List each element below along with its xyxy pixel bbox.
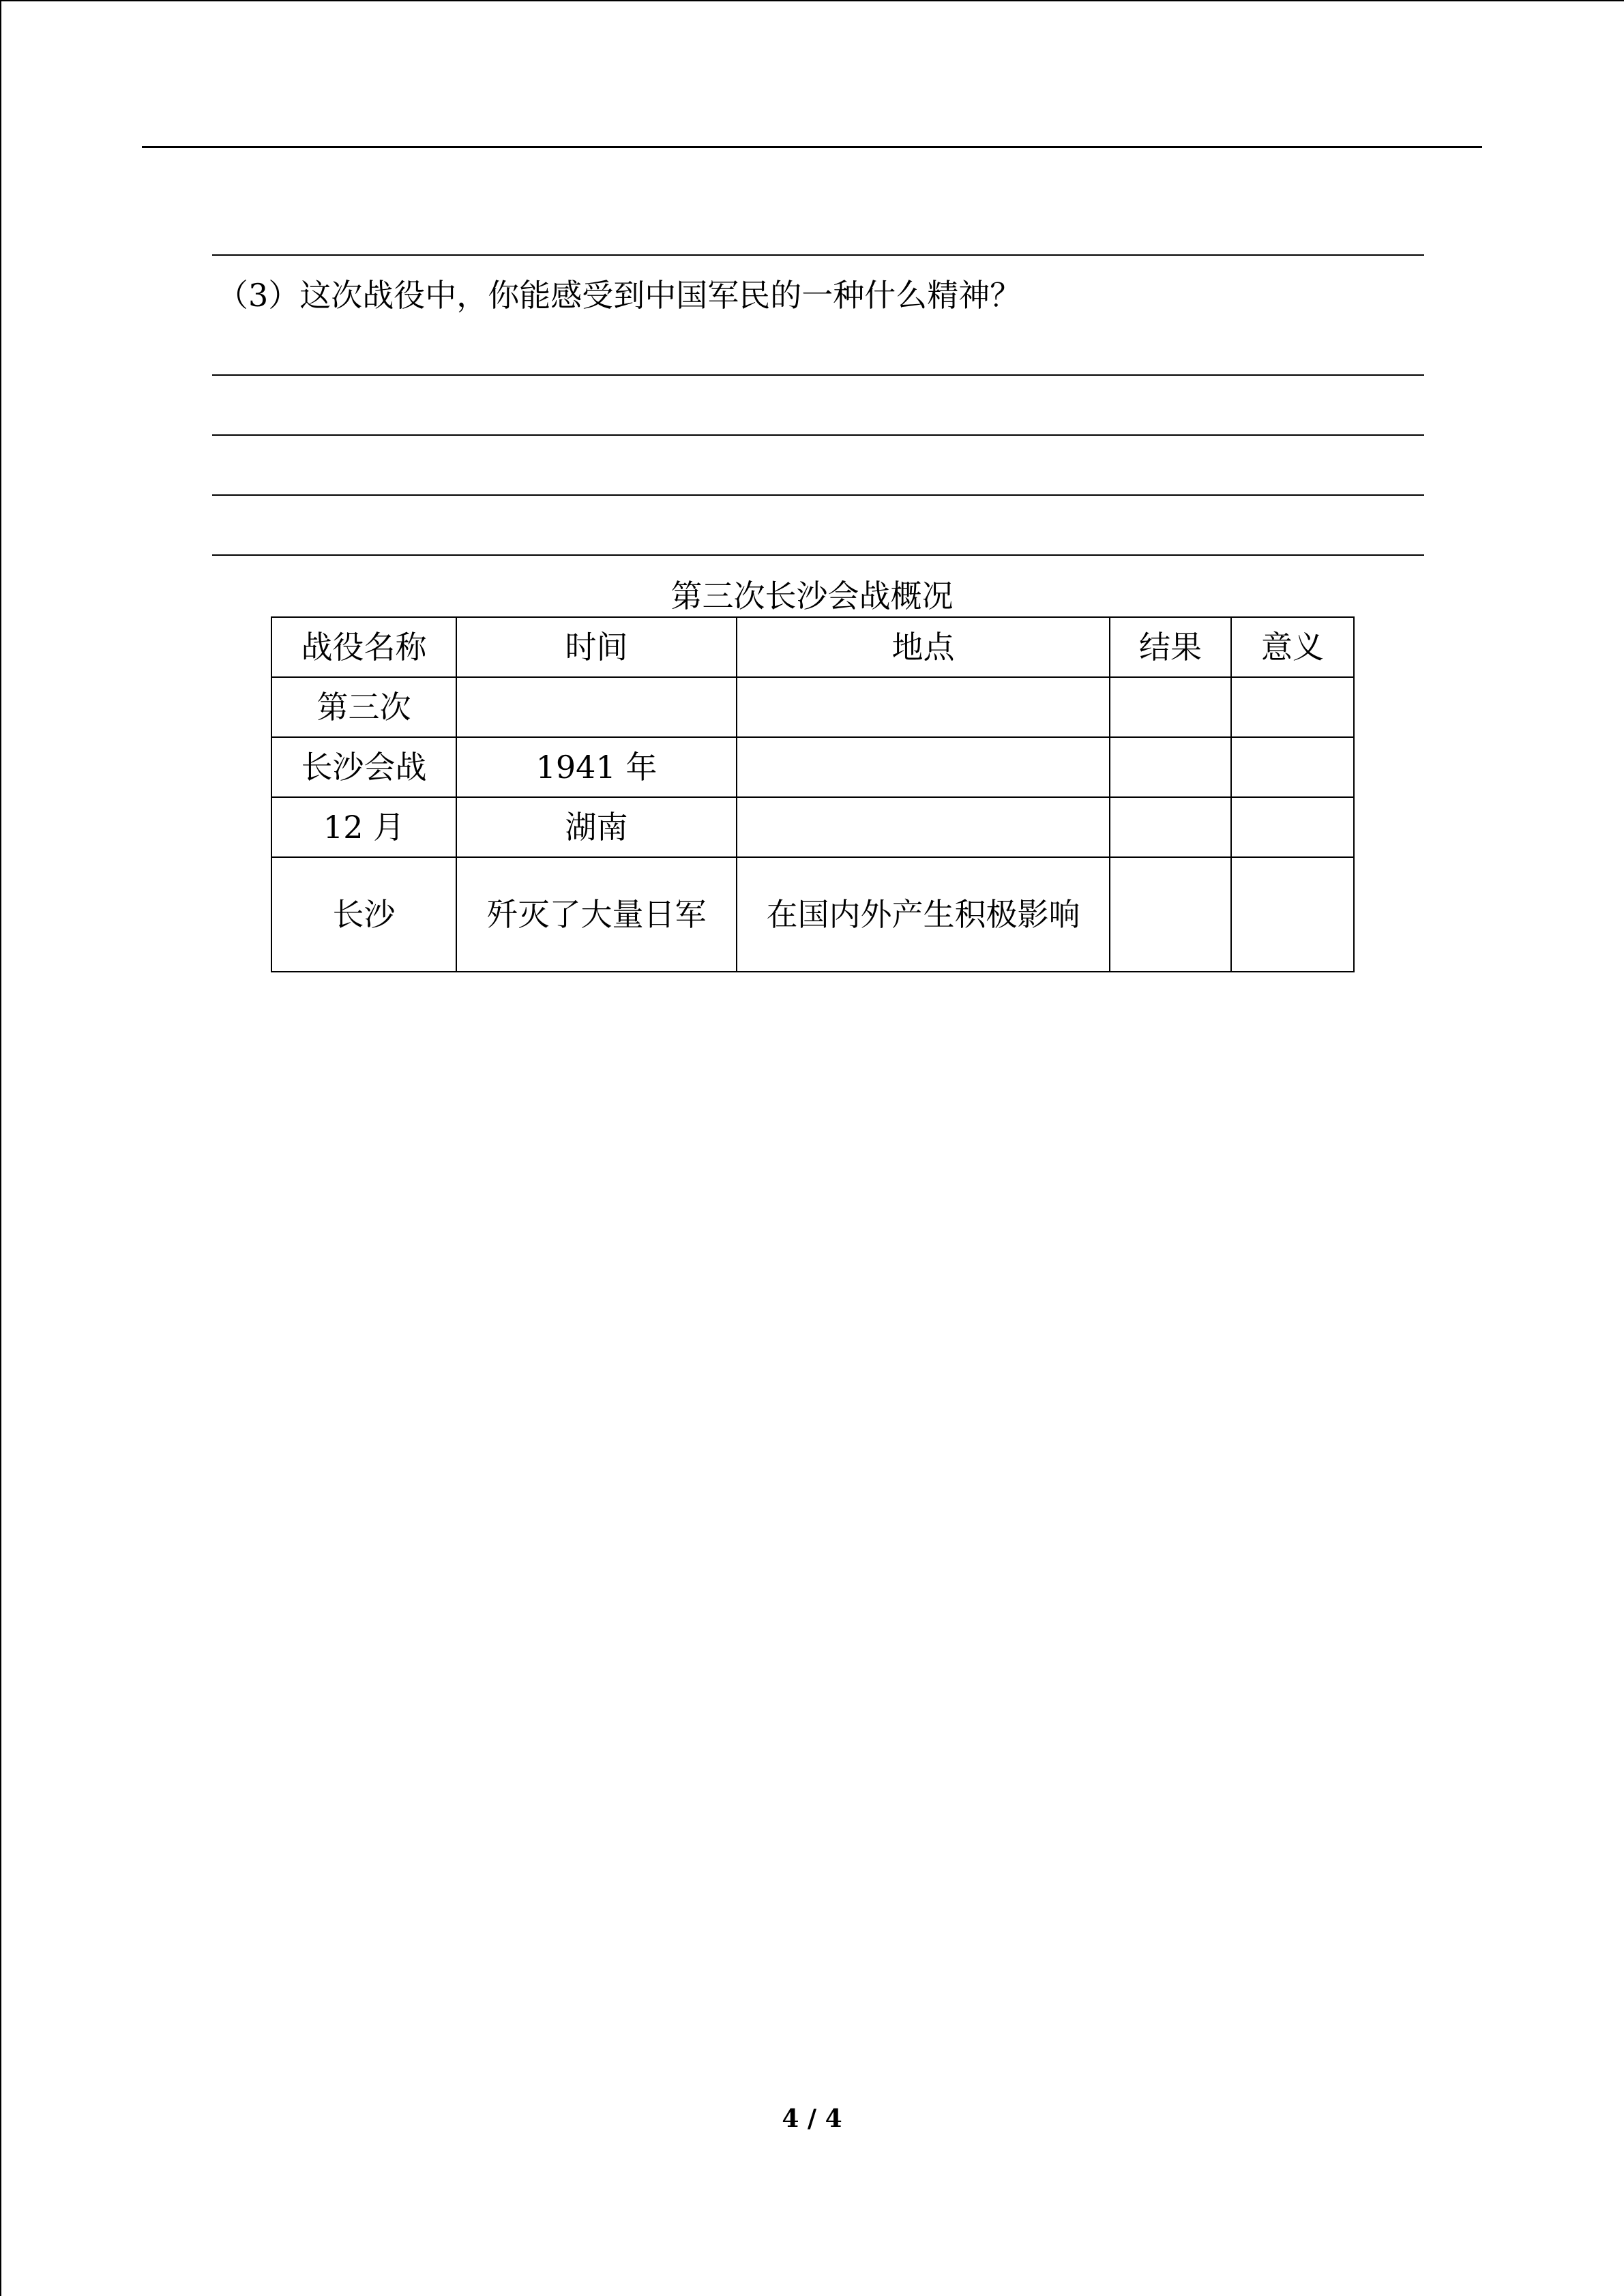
table-title: 第三次长沙会战概况 [670,578,954,614]
table-row [271,677,1354,737]
header-cell-result: 结果 [1110,617,1231,677]
table-cell [1231,737,1354,797]
table-cell [1110,857,1231,972]
table-cell [737,737,1110,797]
table-row [271,797,1354,857]
header-cell-significance: 意义 [1231,617,1354,677]
page-border-left [0,0,1,2296]
table-cell [1110,797,1231,857]
page-border-top [0,0,1624,1]
table-cell [1231,797,1354,857]
table-row [271,737,1354,797]
header-cell-location: 地点 [737,617,1110,677]
table-cell: 长沙 [271,857,456,972]
table-cell [737,797,1110,857]
table-cell [456,677,737,737]
answer-line [212,254,1424,256]
table-cell [1231,677,1354,737]
table-cell [1110,737,1231,797]
table-cell [1231,857,1354,972]
table-cell: 1941 年 [456,737,737,797]
table-cell [737,677,1110,737]
answer-line [212,434,1424,436]
table-cell: 第三次 [271,677,456,737]
question-3: （3）这次战役中，你能感受到中国军民的一种什么精神？ [217,277,1022,314]
battle-summary-table [271,616,1355,972]
table-cell: 在国内外产生积极影响 [737,857,1110,972]
table-cell: 歼灭了大量日军 [456,857,737,972]
answer-line [212,554,1424,556]
table-cell: 12 月 [271,797,456,857]
header-cell-time: 时间 [456,617,737,677]
header-cell-battle-name: 战役名称 [271,617,456,677]
table-header-row [271,617,1354,677]
header-rule [142,146,1482,148]
table-row [271,857,1354,972]
table-cell [1110,677,1231,737]
table-cell: 湖南 [456,797,737,857]
page-number: 4 / 4 [782,2104,842,2133]
answer-line [212,374,1424,376]
answer-line [212,494,1424,496]
table-cell: 长沙会战 [271,737,456,797]
